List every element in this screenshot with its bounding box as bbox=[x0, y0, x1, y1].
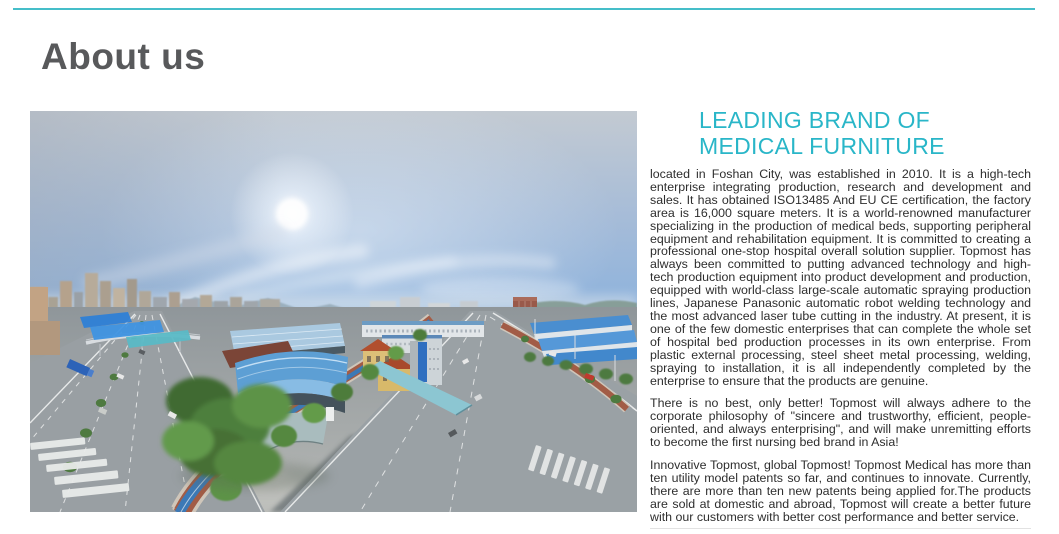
lead-heading-line2: MEDICAL FURNITURE bbox=[699, 133, 945, 159]
lead-heading bbox=[650, 107, 1031, 159]
top-accent-rule bbox=[13, 8, 1035, 10]
about-paragraph-3: Innovative Topmost, global Topmost! Topmost Medical has more than ten utility model patents so far, and continues to innovate. Currently, there are more than ten new patents being applied for.The products are sold at domestic and abroad, Topmost will create a better future with our customers with better cost performance and better service. bbox=[650, 458, 1031, 524]
about-text-column bbox=[650, 107, 1031, 534]
factory-panorama-illustration bbox=[30, 111, 637, 512]
page-title: About us bbox=[41, 36, 206, 77]
about-paragraph-2: There is no best, only better! Topmost will always adhere to the corporate philosophy of "sincere and trustworthy, efficient, people-oriented, and always enterprising", and will make unremitting efforts to become the first nursing bed brand in Asia! bbox=[650, 396, 1031, 450]
about-paragraph-1: located in Foshan City, was established in 2010. It is a high-tech enterprise integrating production, research and development and sales. It has obtained ISO13485 And EU CE certification, the factory area is 16,000 square meters. It is a world-renowned manufacturer specializing in the production of medical beds, supporting peripheral equipment and rehabilitation equipment. It is committed to creating a professional one-stop hospital overall solution supplier. Topmost has always been committed to putting advanced technology and high-tech production equipment into product development and production, equipped with world-class large-scale automatic spraying production lines, Japanese Panasonic automatic robot welding technology and the most advanced laser tube cutting in the industry. At present, it is one of the few domestic enterprises that can complete the whole set of hospital bed production processes in its own enterprise. From plastic external processing, steel sheet metal processing, welding, spraying to installation, it is all independently completed by the enterprise to ensure that the products are genuine. bbox=[650, 167, 1031, 388]
bottom-hairline-rule bbox=[650, 528, 1031, 529]
lead-heading-line1: LEADING BRAND OF bbox=[699, 107, 931, 133]
factory-panorama-photo bbox=[30, 111, 637, 512]
